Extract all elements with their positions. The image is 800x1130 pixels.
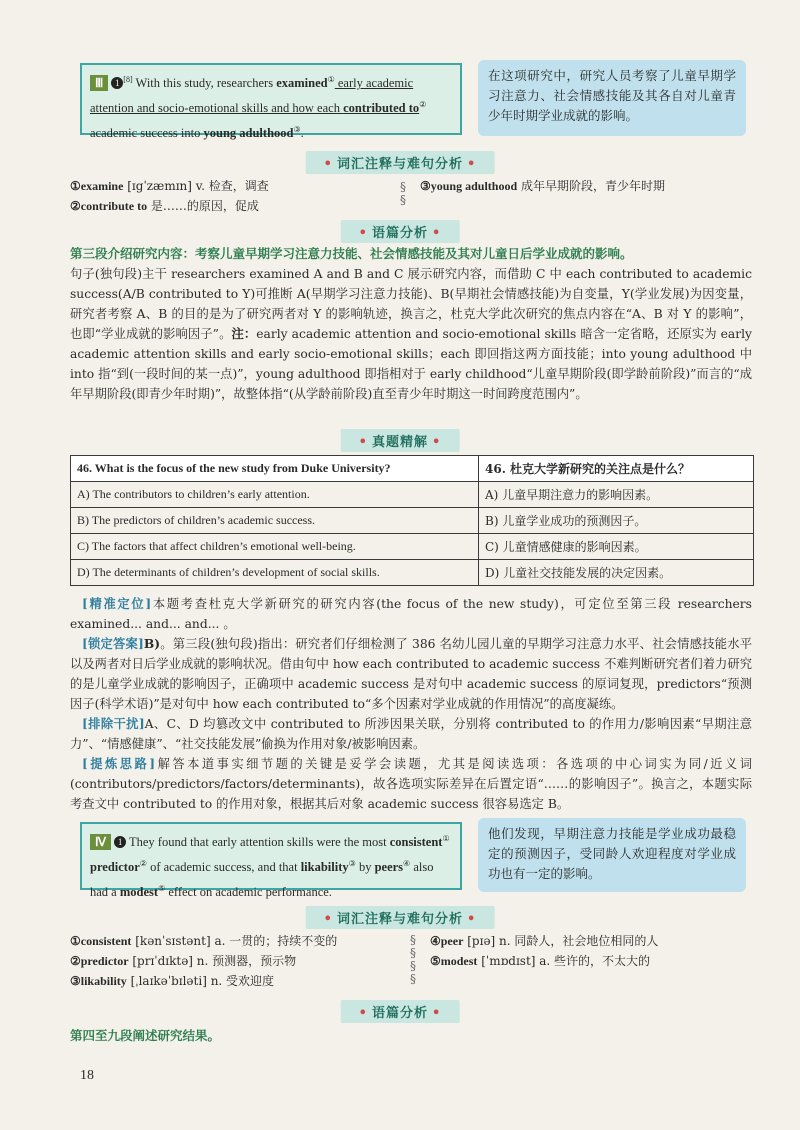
footnote-mark: ①	[442, 834, 450, 843]
vocab-definition: 是……的原因，促成	[147, 199, 259, 213]
en-text: of academic success, and that	[146, 860, 301, 875]
vocab-definition: [ˈmɒdɪst] a. 些许的，不太大的	[477, 954, 651, 968]
section-roman-numeral: Ⅲ	[90, 75, 108, 91]
analysis-paragraph-3	[70, 244, 752, 404]
wave-divider: §	[400, 180, 406, 194]
wave-divider: §	[410, 972, 416, 986]
option-row	[71, 482, 754, 508]
en-text: also had a	[90, 860, 434, 900]
note-label: 注：	[231, 326, 257, 341]
vocab-definition: [prɪˈdɪktə] n. 预测器，预示物	[128, 954, 297, 968]
vocab-definition: [pɪə] n. 同龄人，社会地位相同的人	[463, 934, 659, 948]
option-cn: B) 儿童学业成功的预测因子。	[479, 508, 754, 534]
option-en: D) The determinants of children’s development of social skills.	[71, 560, 479, 586]
en-text: .	[300, 126, 304, 141]
keyword-likability: likability	[300, 860, 349, 875]
en-text: by	[355, 860, 375, 875]
page-number: 18	[80, 1068, 94, 1083]
explanation-text: 。第三段(独句段)指出：研究者们仔细检测了 386 名幼儿园儿童的早期学习注意力水平、社会情感技能水平以及两者对日后学业成就的影响状况。借由句中 how each contributed to academic success 不难判断研究者们着力研究的是儿童学业成就的影响因子，正确项中 academic success 是对句中 academic success 的原词复现，predictors“预测因子(科学术语)”是对句中 how each contributed to“多个因素对学业成就的作用情况”的高度凝练。	[70, 637, 753, 711]
wave-divider: §	[410, 946, 416, 960]
vocab-definition: [ˌlaɪkəˈbɪləti] n. 受欢迎度	[126, 974, 275, 988]
explanation-positioning	[70, 594, 752, 634]
explanation-text: A、C、D 均篡改文中 contributed to 所涉因果关联，分别将 contributed to 的作用力/影响因素“早期注意力”、“情感健康”、“社交技能发展”偷换为作用对象/被影响因素。	[70, 717, 752, 751]
option-row	[71, 560, 754, 586]
vocab-word: ③young adulthood	[420, 179, 518, 193]
explanation-exclude	[70, 714, 752, 754]
vocab-list-3	[70, 177, 750, 217]
footnote-mark: ⑤	[158, 884, 166, 894]
explanation-idea	[70, 754, 752, 814]
wave-divider: §	[400, 193, 406, 207]
en-text: early academic attention and socio-emotional skills and how each	[90, 76, 414, 116]
vocab-word: ③likability	[70, 974, 127, 988]
footnote-mark: ①	[327, 75, 335, 84]
explanation-text: 解答本道事实细节题的关键是妥学会读题，尤其是阅读选项：各选项的中心词实为同/近义词(contributors/predictors/factors/determinants)，故各选项实际差异在后置定语“……的影响因子”。换言之，本题实际考查文中 contributed to 的作用对象，根据其后对象 academic success 很容易选定 B。	[70, 757, 752, 811]
vocab-word: ⑤modest	[430, 954, 478, 968]
footnote-mark: ③	[348, 859, 356, 869]
question-cn: 46. 杜克大学新研究的关注点是什么？	[479, 456, 754, 482]
sentence-number: 1	[111, 77, 123, 89]
en-text: academic success into	[90, 126, 204, 141]
vocab-section-title: • 词汇注释与难句分析 •	[306, 151, 495, 174]
explanation-tag: [提炼思路]	[82, 756, 156, 771]
option-en: B) The predictors of children’s academic success.	[71, 508, 479, 534]
vocab-word: ④peer	[430, 934, 464, 948]
explanation-tag: [排除干扰]	[82, 716, 145, 731]
option-row	[71, 508, 754, 534]
wave-divider: §	[410, 933, 416, 947]
analysis-heading: 第三段介绍研究内容：考察儿童早期学习注意力技能、社会情感技能及其对儿童日后学业成就的影响。	[70, 246, 633, 261]
section3-english-box	[80, 63, 462, 141]
option-cn: A) 儿童早期注意力的影响因素。	[479, 482, 754, 508]
explanation-block	[70, 594, 752, 814]
wave-divider: §	[410, 959, 416, 973]
option-en: C) The factors that affect children’s emotional well-being.	[71, 534, 479, 560]
analysis-heading: 第四至九段阐述研究结果。	[70, 1028, 221, 1043]
keyword-consistent: consistent	[389, 835, 443, 850]
option-row	[71, 534, 754, 560]
analysis-body: 句子(独句段)主干 researchers examined A and B and C 展示研究内容，而借助 C 中 each contributed to academic success(A/B contributed to Y)可推断 A(早期学习注意力技能)、B(早期社会情感技能)为自变量，Y(学业发展)为因变量，研究者考察 A、B 的目的是为了研究两者对 Y 的影响轨迹，换言之，杜克大学此次研究的焦点内容在“A、B 对 Y 的影响”，也即“学业成就的影响因子”。	[70, 267, 752, 341]
question-en: 46. What is the focus of the new study from Duke University?	[71, 456, 479, 482]
keyword-predictor: predictor	[90, 860, 140, 875]
vocab-word: ①examine	[70, 179, 124, 193]
vocab-definition: [kənˈsɪstənt] a. 一贯的；持续不变的	[131, 934, 338, 948]
footnote-mark: ②	[419, 100, 427, 110]
explanation-tag: [锁定答案]	[82, 636, 144, 651]
translation-text: 他们发现，早期注意力技能是学业成功最稳定的预测因子，受同龄人欢迎程度对学业成功也有一定的影响。	[488, 826, 736, 881]
keyword-peers: peers	[374, 860, 404, 875]
vocab-section-title: • 词汇注释与难句分析 •	[306, 906, 495, 929]
option-cn: D) 儿童社交技能发展的决定因素。	[479, 560, 754, 586]
vocab-word: ②contribute to	[70, 199, 148, 213]
explanation-tag: [精准定位]	[82, 596, 152, 611]
question-head-row	[71, 456, 754, 482]
keyword-young-adulthood: young adulthood	[203, 126, 294, 141]
analysis-section-title: • 语篇分析 •	[341, 220, 460, 243]
option-en: A) The contributors to children’s early attention.	[71, 482, 479, 508]
explanation-text: 本题考查杜克大学新研究的研究内容(the focus of the new study)，可定位至第三段 researchers examined... and... and... 。	[70, 597, 752, 631]
keyword-examined: examined	[276, 76, 328, 91]
en-text: With this study, researchers	[135, 76, 277, 91]
vocab-list-4	[70, 932, 750, 992]
vocab-definition: 成年早期阶段，青少年时期	[517, 179, 665, 193]
explanation-answer	[70, 634, 752, 714]
footnote-mark: ②	[139, 859, 147, 869]
en-text: They found that early attention skills were the most	[128, 835, 390, 850]
section4-english-box	[80, 822, 462, 900]
section4-chinese-box	[478, 818, 746, 892]
en-text: effect on academic performance.	[165, 885, 332, 900]
footnote-mark: ④	[403, 859, 411, 869]
translation-text: 在这项研究中，研究人员考察了儿童早期学习注意力、社会情感技能及其各自对儿童青少年时期学业成就的影响。	[488, 68, 736, 123]
footnote-mark: ③	[293, 125, 301, 135]
option-cn: C) 儿童情感健康的影响因素。	[479, 534, 754, 560]
exam-section-title: • 真题精解 •	[341, 429, 460, 452]
section3-chinese-box	[478, 60, 746, 136]
answer-letter: B)	[143, 636, 161, 651]
keyword-modest: modest	[119, 885, 159, 900]
analysis-section-title: • 语篇分析 •	[341, 1000, 460, 1023]
analysis-note: early academic attention and socio-emotional skills 暗含一定省略，还原实为 early academic attention skills and early socio-emotional skills；each 即回指这两方面技能；into young adulthood 中 into 指“到(一段时间的某一点)”，young adulthood 即指相对于 early childhood“儿童早期阶段(即学龄前阶段)”而言的“成年早期阶段(即青少年时期)”，故整体指“(从学龄前阶段)直至青少年时期这一时间跨度范围内”。	[70, 327, 753, 401]
tag-mark: [8]	[123, 75, 133, 84]
vocab-word: ①consistent	[70, 934, 132, 948]
section-roman-numeral: Ⅳ	[90, 834, 111, 850]
question-table	[70, 455, 754, 586]
vocab-definition: [ɪgˈzæmɪn] v. 检查，调查	[123, 179, 269, 193]
keyword-contributed-to: contributed to	[343, 101, 420, 116]
vocab-word: ②predictor	[70, 954, 129, 968]
sentence-number: 1	[114, 836, 126, 848]
